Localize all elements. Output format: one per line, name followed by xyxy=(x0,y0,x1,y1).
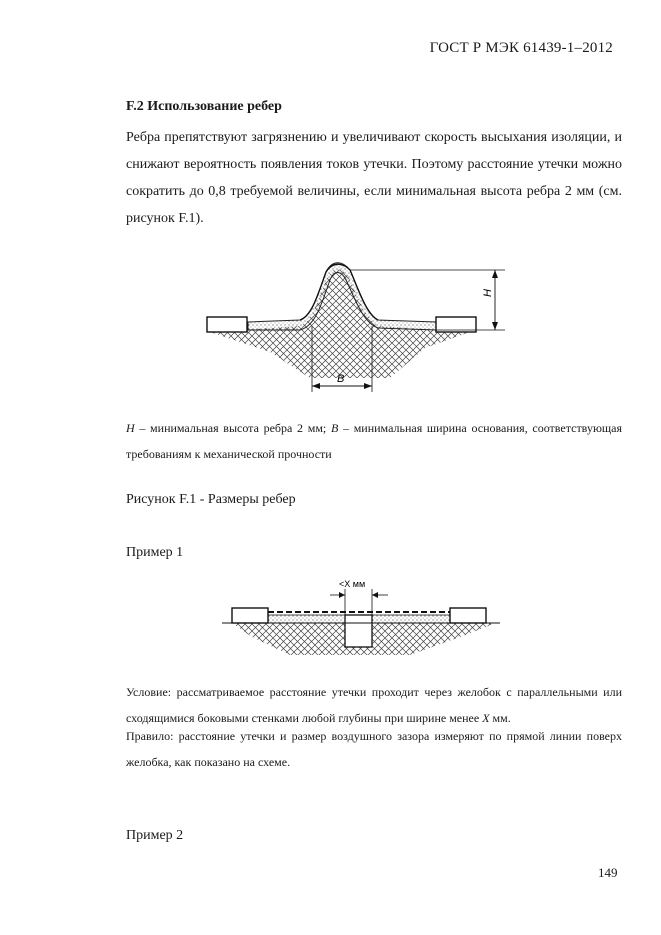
section-title: F.2 Использование ребер xyxy=(126,99,282,114)
condition-text: Условие: рассматриваемое расстояние утечки проходит через желобок с параллельными или сходящимися боковыми стенками любой глубины при ширине менее xyxy=(126,685,622,725)
conductor-left-ex1 xyxy=(232,608,268,623)
caption-b-text: – минимальная ширина основания, соответствующая требованиям к механической прочности xyxy=(126,421,622,461)
dimension-x-label: <X мм xyxy=(339,579,366,589)
condition-suffix: мм. xyxy=(489,711,511,725)
conductor-right-ex1 xyxy=(450,608,486,623)
groove xyxy=(345,615,372,647)
example1-diagram xyxy=(0,575,661,675)
caption-h-text: – минимальная высота ребра 2 мм; xyxy=(134,421,331,435)
label-b: B xyxy=(337,373,345,385)
figure1-title: Рисунок F.1 - Размеры ребер xyxy=(126,492,296,507)
conductor-left xyxy=(207,317,247,332)
condition-symbol: X xyxy=(482,711,490,725)
caption-h-symbol: H xyxy=(126,421,135,435)
figure1-caption xyxy=(126,415,622,467)
figure-f1-diagram xyxy=(0,0,661,400)
example1-title: Пример 1 xyxy=(126,545,184,560)
example2-title: Пример 2 xyxy=(126,828,184,843)
page-number: 149 xyxy=(598,865,618,880)
document-header: ГОСТ Р МЭК 61439-1–2012 xyxy=(429,40,613,56)
label-h: H xyxy=(482,289,494,297)
example1-rule: Правило: расстояние утечки и размер воздушного зазора измеряют по прямой линии поверх желобка, как показано на схеме. xyxy=(126,729,622,769)
caption-b-symbol: B xyxy=(330,421,339,435)
section-paragraph: Ребра препятствуют загрязнению и увеличивают скорость высыхания изоляции, и снижают вероятность появления токов утечки. Поэтому расстояние утечки можно сократить до 0,8 требуемой величины, если минимальная высота ребра 2 мм (см. рисунок F.1). xyxy=(126,130,622,226)
